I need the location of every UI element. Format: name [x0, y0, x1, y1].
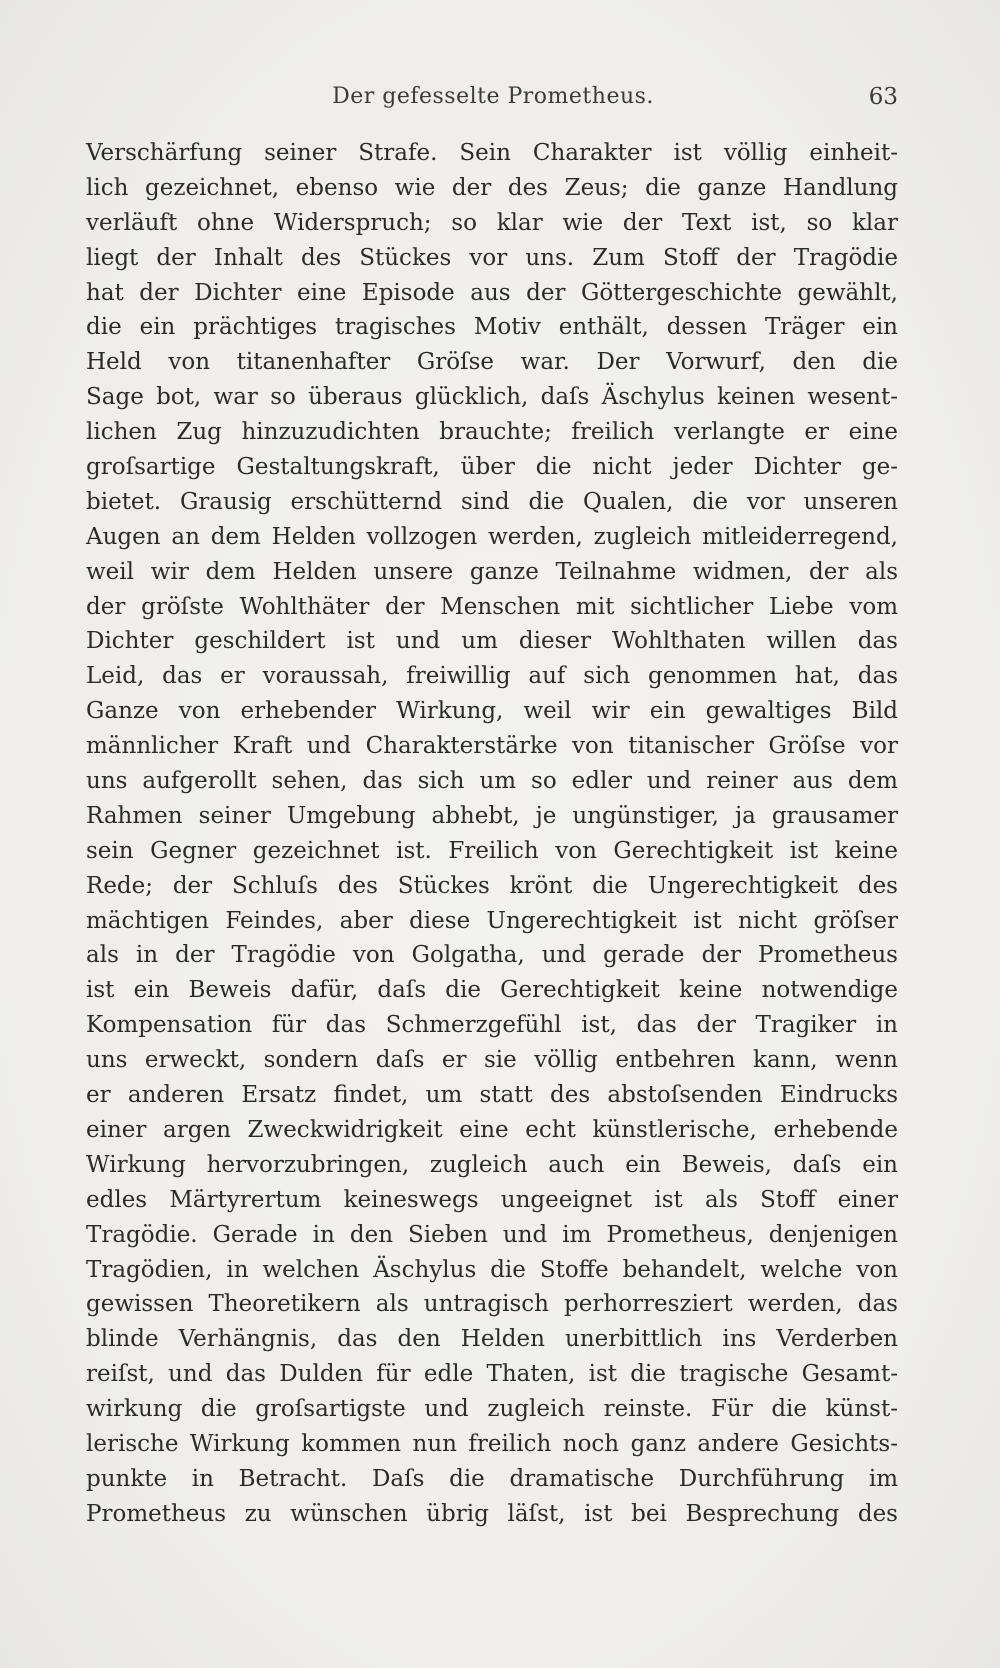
- text-line: Rede; der Schluſs des Stückes krönt die Ungerechtigkeit des: [86, 872, 898, 899]
- text-line: Augen an dem Helden vollzogen werden, zugleich mitleiderregend,: [86, 523, 898, 550]
- text-line: wirkung die groſsartigste und zugleich reinste. Für die künst-: [86, 1396, 898, 1423]
- text-line: edles Märtyrertum keineswegs ungeeignet ist als Stoff einer: [86, 1186, 898, 1213]
- text-line: Tragödien, in welchen Äschylus die Stoffe behandelt, welche von: [86, 1256, 898, 1283]
- text-line: männlicher Kraft und Charakterstärke von titanischer Gröſse vor: [86, 733, 898, 760]
- text-line: uns aufgerollt sehen, das sich um so edler und reiner aus dem: [86, 768, 898, 795]
- text-line: er anderen Ersatz findet, um statt des abstoſsenden Eindrucks: [86, 1082, 898, 1109]
- text-line: Leid, das er voraussah, freiwillig auf sich genommen hat, das: [86, 663, 898, 690]
- text-line: Held von titanenhafter Gröſse war. Der Vorwurf, den die: [86, 349, 898, 376]
- text-line: mächtigen Feindes, aber diese Ungerechtigkeit ist nicht gröſser: [86, 907, 898, 934]
- page-number: 63: [868, 84, 898, 110]
- text-line: lerische Wirkung kommen nun freilich noch ganz andere Gesichts-: [86, 1430, 898, 1457]
- text-line: Prometheus zu wünschen übrig läſst, ist bei Besprechung des: [86, 1500, 898, 1527]
- text-line: weil wir dem Helden unsere ganze Teilnahme widmen, der als: [86, 558, 898, 585]
- text-line: punkte in Betracht. Daſs die dramatische Durchführung im: [86, 1465, 898, 1492]
- text-line: lichen Zug hinzuzudichten brauchte; freilich verlangte er eine: [86, 419, 898, 446]
- body-text: [86, 136, 898, 1532]
- text-line: verläuft ohne Widerspruch; so klar wie der Text ist, so klar: [86, 209, 898, 236]
- text-line: einer argen Zweckwidrigkeit eine echt künstlerische, erhebende: [86, 1116, 898, 1143]
- text-line: Verschärfung seiner Strafe. Sein Charakter ist völlig einheit-: [86, 140, 898, 166]
- text-line: reiſst, und das Dulden für edle Thaten, ist die tragische Gesamt-: [86, 1361, 898, 1388]
- text-line: liegt der Inhalt des Stückes vor uns. Zum Stoff der Tragödie: [86, 244, 898, 271]
- text-line: Wirkung hervorzubringen, zugleich auch ein Beweis, daſs ein: [86, 1151, 898, 1178]
- text-line: Rahmen seiner Umgebung abhebt, je ungünstiger, ja grausamer: [86, 802, 898, 829]
- text-line: ist ein Beweis dafür, daſs die Gerechtigkeit keine notwendige: [86, 977, 898, 1004]
- text-line: als in der Tragödie von Golgatha, und gerade der Prometheus: [86, 942, 898, 969]
- text-line: sein Gegner gezeichnet ist. Freilich von Gerechtigkeit ist keine: [86, 837, 898, 864]
- text-line: uns erweckt, sondern daſs er sie völlig entbehren kann, wenn: [86, 1047, 898, 1074]
- text-line: Tragödie. Gerade in den Sieben und im Prometheus, denjenigen: [86, 1221, 898, 1248]
- text-line: lich gezeichnet, ebenso wie der des Zeus; die ganze Handlung: [86, 174, 898, 201]
- text-line: hat der Dichter eine Episode aus der Göttergeschichte gewählt,: [86, 279, 898, 306]
- text-line: blinde Verhängnis, das den Helden unerbittlich ins Verderben: [86, 1326, 898, 1353]
- text-line: bietet. Grausig erschütternd sind die Qualen, die vor unseren: [86, 488, 898, 515]
- text-line: Dichter geschildert ist und um dieser Wohlthaten willen das: [86, 628, 898, 655]
- text-line: die ein prächtiges tragisches Motiv enthält, dessen Träger ein: [86, 314, 898, 341]
- page-header: [88, 84, 898, 124]
- running-title: Der gefesselte Prometheus.: [332, 84, 654, 109]
- text-line: gewissen Theoretikern als untragisch perhorresziert werden, das: [86, 1291, 898, 1318]
- text-line: Ganze von erhebender Wirkung, weil wir ein gewaltiges Bild: [86, 698, 898, 725]
- text-line: Kompensation für das Schmerzgefühl ist, das der Tragiker in: [86, 1012, 898, 1039]
- text-line: der gröſste Wohlthäter der Menschen mit sichtlicher Liebe vom: [86, 593, 898, 620]
- text-line: Sage bot, war so überaus glücklich, daſs Äschylus keinen wesent-: [86, 384, 898, 411]
- text-line: groſsartige Gestaltungskraft, über die nicht jeder Dichter ge-: [86, 454, 898, 481]
